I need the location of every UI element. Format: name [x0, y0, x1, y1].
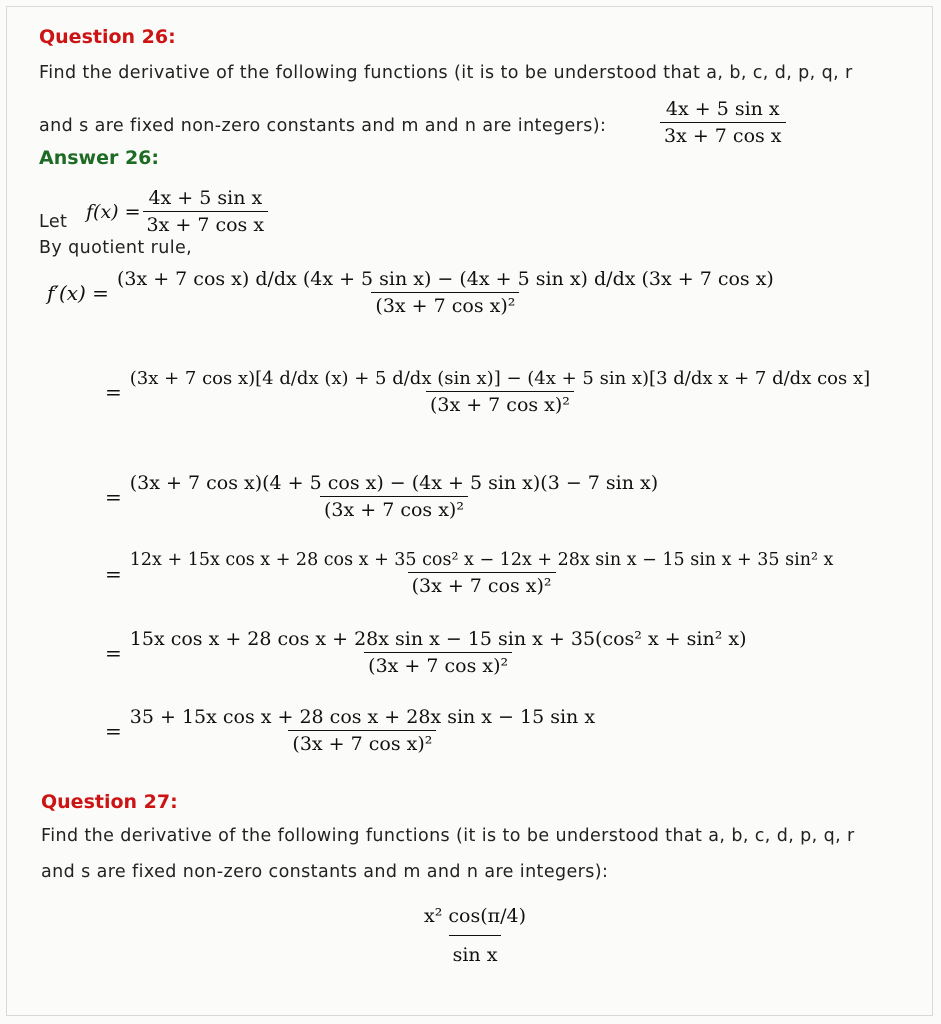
derivation-step-6: [105, 706, 599, 755]
question-27-expr-numerator: x² cos(π/4): [424, 905, 527, 927]
question-26-expr-numerator: 4x + 5 sin x: [665, 98, 780, 120]
step-4-numerator: 12x + 15x cos x + 28 cos x + 35 cos² x − 12x + 28x sin x − 15 sin x + 35 sin² x: [129, 550, 834, 570]
step-2-denominator: (3x + 7 cos x)²: [426, 391, 574, 416]
question-26-expression: [660, 98, 786, 147]
derivation-step-2: [105, 368, 874, 416]
question-26-text-line2: and s are fixed non-zero constants and m and n are integers):: [39, 116, 607, 136]
step-6-equals: =: [105, 718, 122, 743]
step-5-denominator: (3x + 7 cos x)²: [364, 652, 512, 677]
let-denominator: 3x + 7 cos x: [143, 211, 269, 236]
quotient-rule-text: By quotient rule,: [39, 238, 193, 258]
step-2-equals: =: [105, 380, 122, 404]
derivation-step-4: [105, 550, 837, 597]
derivation-step-5: [105, 628, 751, 677]
step-1-numerator: (3x + 7 cos x) d/dx (4x + 5 sin x) − (4x + 5 sin x) d/dx (3x + 7 cos x): [116, 268, 774, 290]
question-27-title: Question 27:: [41, 791, 178, 813]
question-27-text-line2: and s are fixed non-zero constants and m and n are integers):: [41, 862, 609, 882]
question-27-text-line1: Find the derivative of the following functions (it is to be understood that a, b, c, d, p, q, r: [41, 826, 855, 846]
answer-26-title: Answer 26:: [39, 147, 160, 169]
step-3-denominator: (3x + 7 cos x)²: [320, 496, 468, 521]
derivation-step-3: [105, 472, 662, 521]
let-label: Let: [39, 212, 68, 232]
step-1-lhs: f′(x) =: [47, 280, 109, 305]
step-5-equals: =: [105, 640, 122, 665]
let-definition: [86, 187, 268, 236]
question-26-title: Question 26:: [39, 26, 176, 48]
step-4-equals: =: [105, 561, 122, 586]
question-27-expression: [420, 905, 530, 966]
question-26-expr-denominator: 3x + 7 cos x: [660, 122, 786, 147]
step-6-denominator: (3x + 7 cos x)²: [288, 730, 436, 755]
step-3-numerator: (3x + 7 cos x)(4 + 5 cos x) − (4x + 5 sin x)(3 − 7 sin x): [129, 472, 659, 494]
step-5-numerator: 15x cos x + 28 cos x + 28x sin x − 15 sin x + 35(cos² x + sin² x): [129, 628, 747, 650]
question-27-expr-denominator: sin x: [449, 935, 502, 966]
step-6-numerator: 35 + 15x cos x + 28 cos x + 28x sin x − 15 sin x: [129, 706, 596, 728]
step-4-denominator: (3x + 7 cos x)²: [408, 572, 556, 597]
question-26-text-line1: Find the derivative of the following functions (it is to be understood that a, b, c, d, p, q, r: [39, 63, 853, 83]
step-1-denominator: (3x + 7 cos x)²: [371, 292, 519, 317]
step-2-numerator: (3x + 7 cos x)[4 d/dx (x) + 5 d/dx (sin x)] − (4x + 5 sin x)[3 d/dx x + 7 d/dx cos x]: [129, 368, 871, 389]
derivation-step-1: [47, 268, 778, 317]
let-lhs: f(x) =: [86, 200, 141, 223]
let-numerator: 4x + 5 sin x: [148, 187, 263, 209]
step-3-equals: =: [105, 484, 122, 509]
